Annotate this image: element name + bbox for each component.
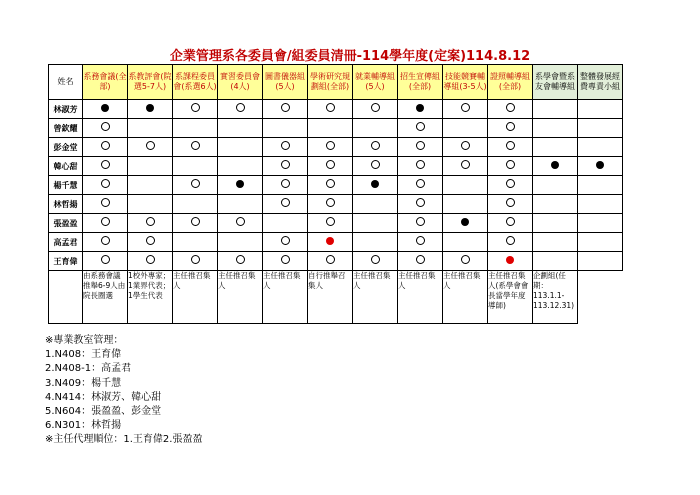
membership-cell [128, 138, 173, 157]
member-ring-icon [236, 103, 245, 112]
membership-cell [83, 119, 128, 138]
member-ring-icon [236, 255, 245, 264]
note-cell: 主任推召集人(系學會會長當學年度導師) [488, 271, 533, 324]
membership-cell [353, 138, 398, 157]
membership-cell [398, 195, 443, 214]
member-ring-icon [191, 217, 200, 226]
membership-cell [443, 195, 488, 214]
membership-cell [128, 176, 173, 195]
note-cell: 主任推召集人 [443, 271, 488, 324]
footnote-line: 1.N408：王育偉 [45, 349, 122, 361]
membership-cell [488, 100, 533, 119]
member-name: 王育偉 [49, 252, 83, 271]
member-ring-icon [326, 141, 335, 150]
member-name: 楊千慧 [49, 176, 83, 195]
membership-cell [128, 252, 173, 271]
member-ring-icon [281, 179, 290, 188]
member-ring-icon [101, 160, 110, 169]
member-ring-icon [281, 160, 290, 169]
membership-cell [128, 214, 173, 233]
membership-cell [578, 119, 623, 138]
membership-cell [218, 138, 263, 157]
table-row [49, 233, 623, 252]
membership-cell [308, 176, 353, 195]
membership-cell [218, 233, 263, 252]
membership-cell [308, 214, 353, 233]
member-ring-icon [371, 255, 380, 264]
membership-cell [83, 157, 128, 176]
membership-cell [488, 138, 533, 157]
membership-cell [488, 176, 533, 195]
committee-header: 系務會議(全部) [83, 65, 128, 100]
footnote-line: 4.N414：林淑芳、韓心甜 [45, 391, 162, 403]
membership-cell [578, 138, 623, 157]
membership-cell [578, 100, 623, 119]
membership-cell [263, 157, 308, 176]
committee-table [48, 64, 623, 324]
note-cell: 1校外專家；1業界代表；1學生代表 [128, 271, 173, 324]
table-row [49, 119, 623, 138]
member-ring-icon [281, 103, 290, 112]
membership-cell [578, 252, 623, 271]
member-ring-icon [101, 236, 110, 245]
membership-cell [83, 176, 128, 195]
member-name: 曾欽耀 [49, 119, 83, 138]
membership-cell [173, 138, 218, 157]
membership-cell [83, 195, 128, 214]
member-ring-icon [416, 198, 425, 207]
membership-cell [83, 214, 128, 233]
membership-cell [218, 195, 263, 214]
note-cell: 由系務會議推舉6-9人由院長圈選 [83, 271, 128, 324]
membership-cell [398, 100, 443, 119]
member-ring-icon [146, 255, 155, 264]
membership-cell [398, 138, 443, 157]
member-ring-icon [371, 141, 380, 150]
membership-cell [173, 119, 218, 138]
lead-dot-icon [146, 104, 154, 112]
member-ring-icon [101, 217, 110, 226]
member-ring-icon [281, 198, 290, 207]
membership-cell [578, 157, 623, 176]
membership-cell [533, 119, 578, 138]
member-ring-icon [281, 236, 290, 245]
membership-cell [263, 195, 308, 214]
lead-dot-icon [371, 180, 379, 188]
member-ring-icon [326, 255, 335, 264]
table-row [49, 100, 623, 119]
membership-cell [533, 100, 578, 119]
note-cell: 企劃組(任期：113.1.1-113.12.31) [533, 271, 578, 324]
note-cell: 主任推召集人 [218, 271, 263, 324]
committee-header: 系課程委員會(系選6人) [173, 65, 218, 100]
membership-cell [263, 176, 308, 195]
member-ring-icon [101, 198, 110, 207]
membership-cell [398, 214, 443, 233]
member-ring-icon [461, 141, 470, 150]
membership-cell [263, 138, 308, 157]
membership-cell [488, 233, 533, 252]
member-ring-icon [416, 122, 425, 131]
membership-cell [443, 214, 488, 233]
member-ring-icon [461, 103, 470, 112]
membership-cell [578, 233, 623, 252]
header-row [49, 65, 623, 100]
membership-cell [578, 214, 623, 233]
membership-cell [218, 119, 263, 138]
member-ring-icon [101, 179, 110, 188]
membership-cell [263, 252, 308, 271]
member-ring-icon [101, 255, 110, 264]
membership-cell [353, 233, 398, 252]
membership-cell [83, 233, 128, 252]
lead-dot-icon [551, 161, 559, 169]
footnote-line: ※主任代理順位：1.王育偉2.張盈盈 [45, 434, 203, 446]
member-ring-icon [101, 122, 110, 131]
membership-cell [308, 252, 353, 271]
member-ring-icon [326, 103, 335, 112]
membership-cell [83, 138, 128, 157]
membership-cell [308, 119, 353, 138]
membership-cell [173, 157, 218, 176]
member-ring-icon [191, 255, 200, 264]
member-ring-icon [326, 160, 335, 169]
membership-cell [263, 233, 308, 252]
committee-header: 圖書儀器組(5人) [263, 65, 308, 100]
member-ring-icon [506, 198, 515, 207]
committee-header: 就業輔導組(5人) [353, 65, 398, 100]
membership-cell [308, 233, 353, 252]
footnote-line: 2.N408-1：高孟君 [45, 363, 132, 375]
footnote-line: 5.N604：張盈盈、彭金堂 [45, 406, 162, 418]
membership-cell [263, 100, 308, 119]
membership-cell [308, 100, 353, 119]
name-column-header: 姓名 [49, 65, 83, 100]
lead-dot-icon [416, 104, 424, 112]
membership-cell [488, 157, 533, 176]
member-ring-icon [461, 160, 470, 169]
member-ring-icon [416, 141, 425, 150]
membership-cell [173, 176, 218, 195]
member-ring-icon [506, 122, 515, 131]
member-ring-icon [326, 198, 335, 207]
red-dot-icon [506, 256, 514, 264]
member-ring-icon [191, 141, 200, 150]
member-ring-icon [146, 141, 155, 150]
membership-cell [173, 195, 218, 214]
membership-cell [398, 233, 443, 252]
member-name: 高孟君 [49, 233, 83, 252]
member-name: 張盈盈 [49, 214, 83, 233]
red-dot-icon [326, 237, 334, 245]
membership-cell [488, 214, 533, 233]
note-cell: 主任推召集人 [398, 271, 443, 324]
member-ring-icon [281, 255, 290, 264]
lead-dot-icon [101, 104, 109, 112]
member-ring-icon [506, 217, 515, 226]
membership-cell [353, 100, 398, 119]
member-ring-icon [146, 217, 155, 226]
member-ring-icon [416, 160, 425, 169]
membership-cell [83, 252, 128, 271]
member-ring-icon [506, 179, 515, 188]
member-ring-icon [416, 179, 425, 188]
member-ring-icon [191, 103, 200, 112]
membership-cell [218, 252, 263, 271]
membership-cell [533, 138, 578, 157]
membership-cell [533, 252, 578, 271]
membership-cell [353, 214, 398, 233]
membership-cell [173, 100, 218, 119]
membership-cell [353, 157, 398, 176]
lead-dot-icon [461, 218, 469, 226]
table-row [49, 214, 623, 233]
member-ring-icon [461, 255, 470, 264]
membership-cell [218, 214, 263, 233]
membership-cell [488, 119, 533, 138]
membership-cell [308, 138, 353, 157]
member-ring-icon [101, 141, 110, 150]
membership-cell [353, 176, 398, 195]
member-ring-icon [326, 179, 335, 188]
membership-cell [443, 100, 488, 119]
membership-cell [173, 214, 218, 233]
membership-cell [218, 176, 263, 195]
membership-cell [398, 252, 443, 271]
membership-cell [533, 233, 578, 252]
footnote-line: ※專業教室管理： [45, 335, 124, 346]
membership-cell [263, 214, 308, 233]
membership-cell [128, 233, 173, 252]
membership-cell [443, 138, 488, 157]
membership-cell [218, 100, 263, 119]
membership-cell [398, 176, 443, 195]
membership-cell [128, 195, 173, 214]
membership-cell [398, 119, 443, 138]
table-row [49, 252, 623, 271]
membership-cell [443, 252, 488, 271]
member-ring-icon [506, 103, 515, 112]
committee-header: 系教評會(院選5-7人) [128, 65, 173, 100]
membership-cell [173, 252, 218, 271]
member-ring-icon [191, 179, 200, 188]
committee-header: 招生宣傳組(全部) [398, 65, 443, 100]
membership-cell [443, 157, 488, 176]
note-cell: 自行推舉召集人 [308, 271, 353, 324]
member-ring-icon [506, 236, 515, 245]
member-name: 韓心甜 [49, 157, 83, 176]
member-ring-icon [371, 160, 380, 169]
membership-cell [443, 233, 488, 252]
footnote-line: 3.N409：楊千慧 [45, 377, 122, 389]
membership-cell [128, 157, 173, 176]
member-ring-icon [416, 217, 425, 226]
table-row [49, 157, 623, 176]
membership-cell [488, 252, 533, 271]
lead-dot-icon [236, 180, 244, 188]
committee-header: 實習委員會(4人) [218, 65, 263, 100]
document-title: 企業管理系各委員會/組委員清冊-114學年度(定案)114.8.12 [169, 49, 531, 64]
member-ring-icon [236, 217, 245, 226]
table-row [49, 176, 623, 195]
member-ring-icon [506, 160, 515, 169]
member-name: 林哲揚 [49, 195, 83, 214]
member-ring-icon [281, 141, 290, 150]
member-name: 林淑芳 [49, 100, 83, 119]
membership-cell [533, 214, 578, 233]
note-cell: 主任推召集人 [263, 271, 308, 324]
note-cell: 主任推召集人 [353, 271, 398, 324]
committee-header: 技能競賽輔導組(3-5人) [443, 65, 488, 100]
member-ring-icon [416, 255, 425, 264]
membership-cell [173, 233, 218, 252]
member-ring-icon [146, 236, 155, 245]
membership-cell [533, 195, 578, 214]
membership-cell [83, 100, 128, 119]
membership-cell [353, 119, 398, 138]
table-row [49, 138, 623, 157]
footnotes [45, 334, 202, 448]
membership-cell [263, 119, 308, 138]
committee-header: 證照輔導組(全部) [488, 65, 533, 100]
committee-header: 整體發展經費專責小組 [578, 65, 623, 100]
membership-cell [353, 252, 398, 271]
note-cell: 主任推召集人 [173, 271, 218, 324]
committee-header: 系學會暨系友會輔導組 [533, 65, 578, 100]
member-ring-icon [506, 141, 515, 150]
membership-cell [578, 195, 623, 214]
membership-cell [533, 157, 578, 176]
table-body [49, 100, 623, 271]
member-ring-icon [326, 217, 335, 226]
member-ring-icon [416, 236, 425, 245]
membership-cell [578, 176, 623, 195]
membership-cell [443, 119, 488, 138]
member-name: 彭金堂 [49, 138, 83, 157]
membership-cell [533, 176, 578, 195]
table-row [49, 195, 623, 214]
membership-cell [218, 157, 263, 176]
membership-cell [308, 157, 353, 176]
membership-cell [128, 100, 173, 119]
member-ring-icon [371, 103, 380, 112]
membership-cell [308, 195, 353, 214]
footnote-line: 6.N301：林哲揚 [45, 420, 122, 432]
committee-header: 學術研究規劃組(全部) [308, 65, 353, 100]
note-cell [49, 271, 83, 324]
membership-cell [488, 195, 533, 214]
membership-cell [398, 157, 443, 176]
membership-cell [353, 195, 398, 214]
lead-dot-icon [596, 161, 604, 169]
membership-cell [443, 176, 488, 195]
notes-row [49, 271, 623, 324]
membership-cell [128, 119, 173, 138]
